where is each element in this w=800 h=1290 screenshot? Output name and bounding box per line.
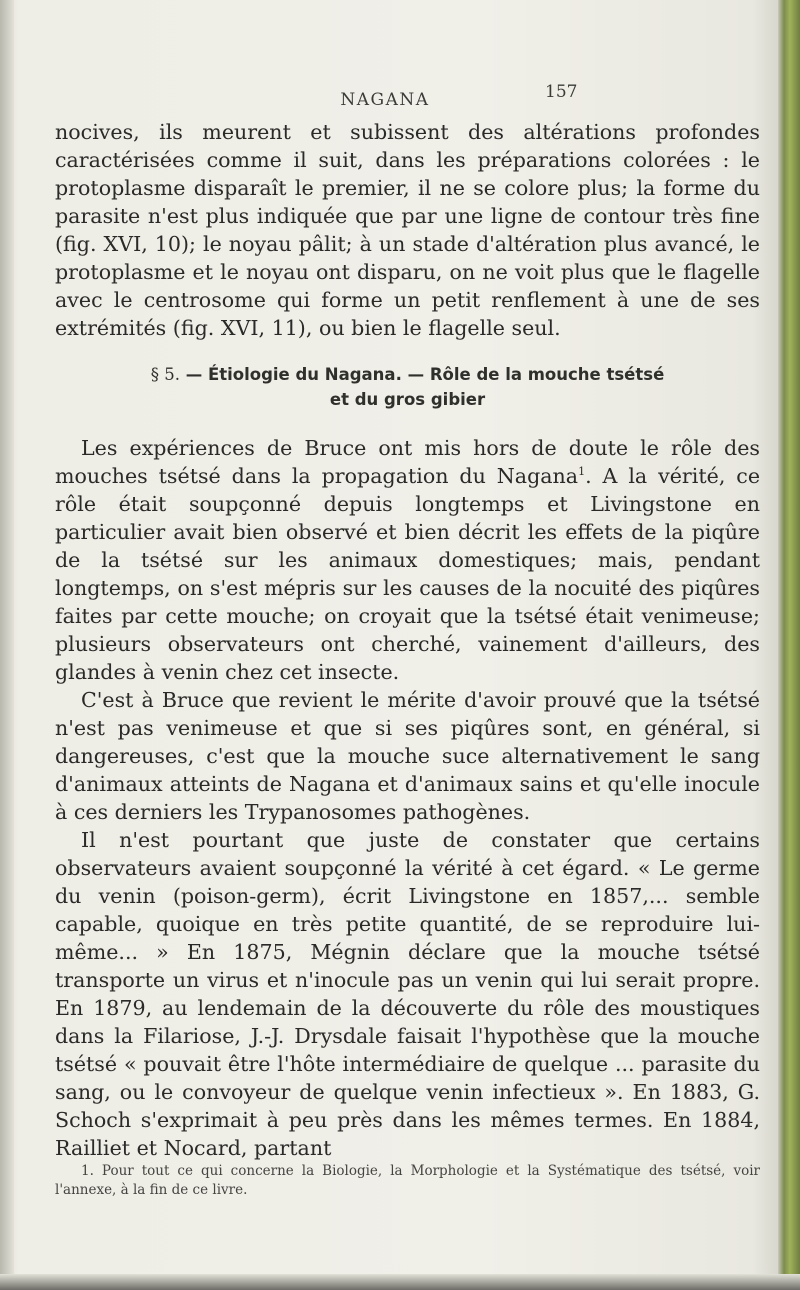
section-title: — Étiologie du Nagana. — Rôle de la mouche tsétsé bbox=[185, 365, 665, 384]
paragraph-bruce-text-start: Les expériences de Bruce ont mis hors de doute le rôle des mouches tsétsé dans la propagation du Nagana bbox=[55, 436, 760, 488]
footnote-reference: 1 bbox=[578, 465, 586, 479]
section-heading-line-1 bbox=[55, 362, 760, 387]
page-left-shadow bbox=[0, 0, 14, 1290]
page-body bbox=[55, 118, 760, 1200]
paragraph-observers: Il n'est pourtant que juste de constater que certains observateurs avaient soupçonné la vérité à cet égard. « Le germe du venin (poison-germ), écrit Livingstone en 1857,... semble capable, quoique en très petite quantité, de se reproduire lui-même... » En 1875, Mégnin déclare que la mouche tsétsé transporte un virus et n'inocule pas un venin qui lui serait propre. En 1879, au lendemain de la découverte du rôle des moustiques dans la Filariose, J.-J. Drysdale faisait l'hypothèse que la mouche tsétsé « pouvait être l'hôte intermédiaire de quelque ... parasite du sang, ou le convoyeur de quelque venin infectieux ». En 1883, G. Schoch s'exprimait à peu près dans les mêmes termes. En 1884, Railliet et Nocard, partant bbox=[55, 828, 760, 1160]
section-number: § 5. bbox=[150, 365, 180, 384]
section-heading bbox=[55, 362, 760, 412]
section-heading-line-2: et du gros gibier bbox=[329, 390, 486, 409]
paragraph-bruce-experiments bbox=[55, 434, 760, 686]
page-bottom-shadow bbox=[0, 1274, 800, 1290]
book-binding-edge bbox=[778, 0, 800, 1290]
page-number: 157 bbox=[545, 82, 578, 102]
paragraph-bruce-merit: C'est à Bruce que revient le mérite d'avoir prouvé que la tsétsé n'est pas venimeuse et que si ses piqûres sont, en général, si dangereuses, c'est que la mouche suce alternativement le sang d'animaux atteints de Nagana et d'animaux sains et qu'elle inocule à ces derniers les Trypanosomes pathogènes. bbox=[55, 688, 760, 824]
running-title: NAGANA bbox=[340, 90, 430, 110]
footnote: 1. Pour tout ce qui concerne la Biologie, la Morphologie et la Systématique des tsétsé, voir l'annexe, à la fin de ce livre. bbox=[55, 1163, 760, 1198]
paragraph-bruce-text-end: . A la vérité, ce rôle était soupçonné depuis longtemps et Livingstone en particulier avait bien observé et bien décrit les effets de la piqûre de la tsétsé sur les animaux domestiques; mais, pendant longtemps, on s'est mépris sur les causes de la nocuité des piqûres faites par cette mouche; on croyait que la tsétsé était venimeuse; plusieurs observateurs ont cherché, vainement d'ailleurs, des glandes à venin chez cet insecte. bbox=[55, 464, 761, 684]
paragraph-parasite-alterations: nocives, ils meurent et subissent des altérations profondes caractérisées comme il suit, dans les préparations colorées : le protoplasme disparaît le premier, il ne se colore plus; la forme du parasite n'est plus indiquée que par une ligne de contour très fine (fig. XVI, 10); le noyau pâlit; à un stade d'altération plus avancé, le protoplasme et le noyau ont disparu, on ne voit plus que le flagelle avec le centrosome qui forme un petit renflement à une de ses extrémités (fig. XVI, 11), ou bien le flagelle seul. bbox=[55, 120, 760, 340]
